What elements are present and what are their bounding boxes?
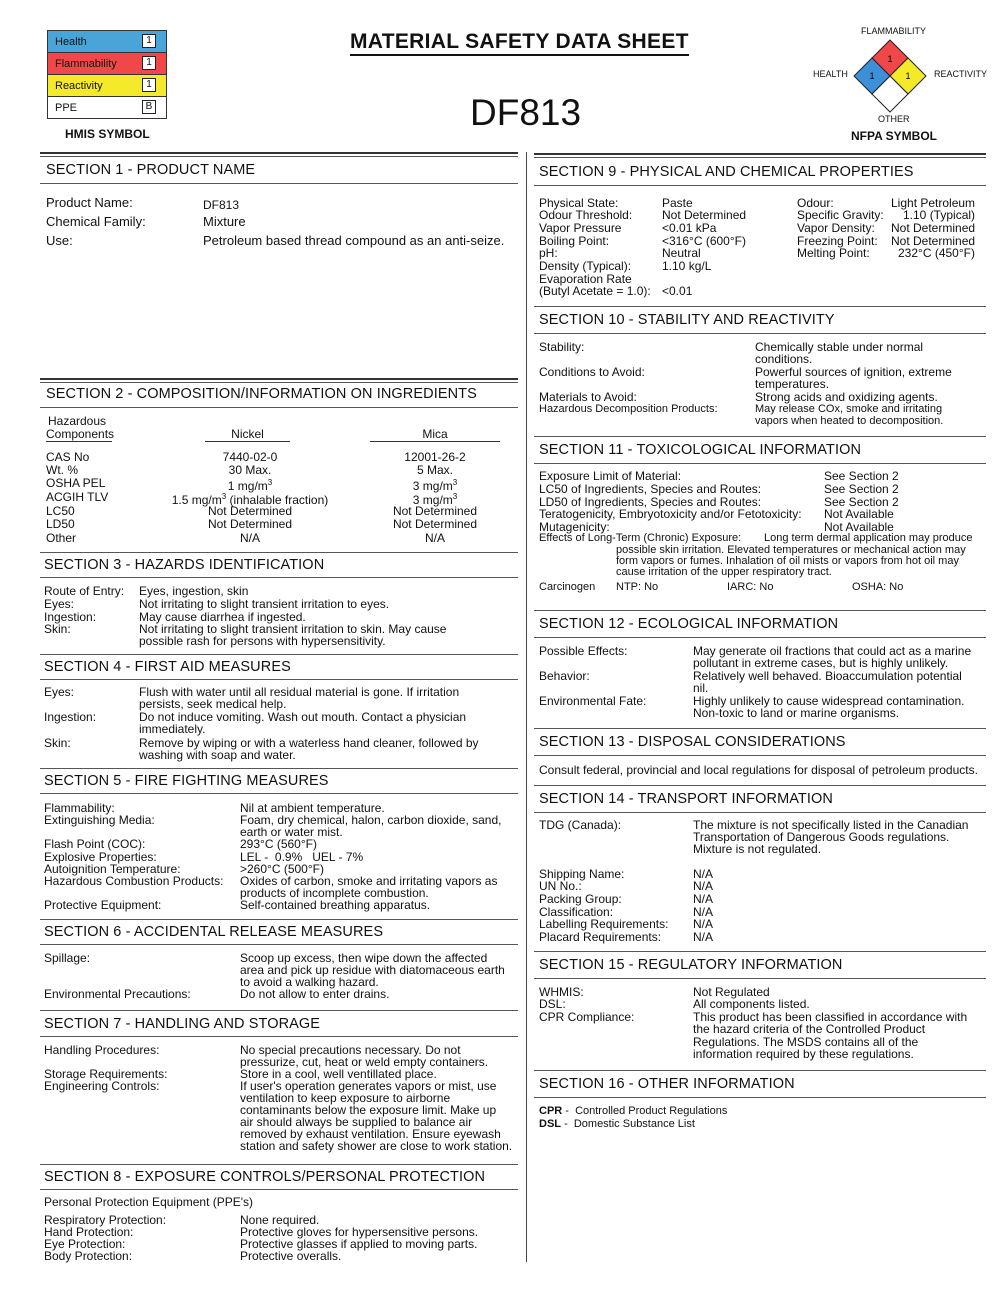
tdg-label: TDG (Canada): <box>539 818 622 832</box>
eyes-label: Eyes: <box>44 597 75 611</box>
ppe-intro: Personal Protection Equipment (PPE's) <box>44 1195 254 1209</box>
property-value: <0.01 kPa <box>662 221 717 235</box>
hmis-ppe-row <box>47 97 167 119</box>
hmis-ppe-label: PPE <box>55 102 78 114</box>
nfpa-flammability-value: 1 <box>887 54 893 64</box>
conditions-value-cont: temperatures. <box>755 377 830 391</box>
skin-label: Skin: <box>44 622 71 636</box>
engineering-controls-label: Engineering Controls: <box>44 1079 160 1093</box>
abbreviation-item <box>539 1118 695 1131</box>
superscript: 3 <box>452 492 458 501</box>
ppe-value: Protective gloves for hypersensitive persons. <box>240 1225 479 1239</box>
whmis-label: WHMIS: <box>539 985 584 999</box>
eco-value-cont: Non-toxic to land or marine organisms. <box>693 706 900 720</box>
first-aid-eyes-value: Flush with water until all residual material is gone. If irritation <box>139 685 460 699</box>
property-label: Boiling Point: <box>539 234 610 248</box>
mica-cell: N/A <box>424 531 445 545</box>
product-name-value: DF813 <box>203 198 240 212</box>
divider <box>40 382 518 383</box>
components-header: Components <box>46 427 115 441</box>
transport-label: Classification: <box>539 905 614 919</box>
nickel-cell: N/A <box>239 531 260 545</box>
divider <box>40 1164 518 1165</box>
divider <box>534 785 986 786</box>
mica-tlv-value: 3 mg/m <box>412 493 453 507</box>
first-aid-ingestion-value-cont: immediately. <box>139 722 206 736</box>
mica-cell: Not Determined <box>392 517 478 531</box>
chronic-value: Long term dermal application may produce <box>764 532 973 544</box>
section-9-heading: SECTION 9 - PHYSICAL AND CHEMICAL PROPERTIES <box>539 164 914 180</box>
stability-label: Stability: <box>539 340 585 354</box>
carcinogen-label: Carcinogen <box>539 581 596 593</box>
ppe-value: Protective overalls. <box>240 1249 342 1263</box>
divider <box>534 1097 986 1098</box>
divider <box>534 728 986 729</box>
first-aid-skin-value: Remove by wiping or with a waterless hand cleaner, followed by <box>139 736 479 750</box>
section-12-heading: SECTION 12 - ECOLOGICAL INFORMATION <box>539 616 839 632</box>
handling-value-cont: pressurize, cut, heat or weld empty containers. <box>240 1055 489 1069</box>
nfpa-flammability-label: FLAMMABILITY <box>861 26 927 36</box>
hmis-title: HMIS SYMBOL <box>65 127 150 141</box>
fire-value-cont: earth or water mist. <box>240 825 343 839</box>
environmental-precautions-value: Do not allow to enter drains. <box>240 987 390 1001</box>
engineering-controls-cont: air should always be supplied to balance air <box>240 1115 473 1129</box>
nickel-cell: 7440-02-0 <box>222 450 278 464</box>
property-label: Specific Gravity: <box>797 208 884 222</box>
hmis-health-value: 1 <box>142 34 156 48</box>
spillage-value: Scoop up excess, then wipe down the affected <box>240 951 488 965</box>
engineering-controls-value: If user's operation generates vapors or mist, use <box>240 1079 497 1093</box>
engineering-controls-cont: contaminants below the exposure limit. Make up <box>240 1103 497 1117</box>
nfpa-title: NFPA SYMBOL <box>851 129 937 143</box>
engineering-controls-cont: station and safety shower are close to work station. <box>240 1139 513 1153</box>
handling-label: Handling Procedures: <box>44 1043 160 1057</box>
nickel-column-header: Nickel <box>231 427 264 441</box>
divider <box>370 441 500 442</box>
hmis-flammability-label: Flammability <box>55 58 117 70</box>
section-6-heading: SECTION 6 - ACCIDENTAL RELEASE MEASURES <box>44 924 384 940</box>
use-label: Use: <box>46 233 73 248</box>
transport-label: Placard Requirements: <box>539 930 662 944</box>
first-aid-ingestion-value: Do not induce vomiting. Wash out mouth. Contact a physician <box>139 710 467 724</box>
ingestion-label: Ingestion: <box>44 610 97 624</box>
transport-label: Shipping Name: <box>539 867 625 881</box>
chronic-label: Effects of Long-Term (Chronic) Exposure: <box>539 532 742 544</box>
disposal-text: Consult federal, provincial and local regulations for disposal of petroleum products. <box>539 763 978 777</box>
dsl-value: All components listed. <box>693 997 810 1011</box>
fire-value: 293°C (560°F) <box>240 837 317 851</box>
tdg-value-cont: Mixture is not regulated. <box>693 842 822 856</box>
chronic-value-cont: form vapors or fumes. Inhalation of oil mists or vapors from hot oil may <box>616 555 959 567</box>
product-name-label: Product Name: <box>46 195 133 210</box>
nickel-cell: Not Determined <box>207 517 293 531</box>
divider <box>534 333 986 334</box>
tdg-value: The mixture is not specifically listed in the Canadian <box>693 818 969 832</box>
divider <box>40 654 518 655</box>
divider <box>40 679 518 680</box>
transport-value: N/A <box>693 867 714 881</box>
property-value: <0.01 <box>662 284 693 298</box>
divider <box>534 610 986 611</box>
property-label: (Butyl Acetate = 1.0): <box>539 284 651 298</box>
fire-value: Self-contained breathing apparatus. <box>240 898 431 912</box>
nickel-tlv-tail: (inhalable fraction) <box>226 493 329 507</box>
cpr-compliance-cont: the hazard criteria of the Controlled Product <box>693 1022 926 1036</box>
section-1-heading: SECTION 1 - PRODUCT NAME <box>46 162 256 178</box>
nickel-cell: Not Determined <box>207 504 293 518</box>
fire-label: Flammability: <box>44 801 115 815</box>
fire-label: Autoignition Temperature: <box>44 862 181 876</box>
tox-label: Exposure Limit of Material: <box>539 469 682 483</box>
ppe-label: Hand Protection: <box>44 1225 134 1239</box>
tox-label: Teratogenicity, Embryotoxicity and/or Fetotoxicity: <box>539 507 802 521</box>
stability-value-cont: conditions. <box>755 352 813 366</box>
section-16-heading: SECTION 16 - OTHER INFORMATION <box>539 1076 795 1092</box>
divider <box>534 185 986 186</box>
property-value: Not Determined <box>891 234 976 248</box>
fire-value: Oxides of carbon, smoke and irritating vapors as <box>240 874 498 888</box>
transport-label: UN No.: <box>539 879 582 893</box>
fire-value: LEL - 0.9% UEL - 7% <box>240 850 364 864</box>
eyes-value: Not irritating to slight transient irritation to eyes. <box>139 597 390 611</box>
mica-cell: 12001-26-2 <box>404 450 466 464</box>
spillage-label: Spillage: <box>44 951 91 965</box>
nickel-tlv-value: 1.5 mg/m <box>171 493 222 507</box>
divider <box>40 919 518 920</box>
divider <box>534 978 986 979</box>
section-11-heading: SECTION 11 - TOXICOLOGICAL INFORMATION <box>539 442 862 458</box>
decomposition-value: May release COx, smoke and irritating <box>755 403 943 415</box>
first-aid-skin-value-cont: washing with soap and water. <box>139 748 296 762</box>
table-row-label: LD50 <box>46 517 75 531</box>
hmis-reactivity-value: 1 <box>142 78 156 92</box>
property-value: Paste <box>662 196 693 210</box>
property-label: pH: <box>539 246 558 260</box>
superscript: 3 <box>267 478 273 487</box>
iarc-value: IARC: No <box>727 581 774 593</box>
nfpa-health-value: 1 <box>869 71 875 81</box>
eco-label: Environmental Fate: <box>539 694 647 708</box>
environmental-precautions-label: Environmental Precautions: <box>44 987 191 1001</box>
superscript: 3 <box>452 478 458 487</box>
fire-label: Hazardous Combustion Products: <box>44 874 224 888</box>
engineering-controls-cont: removed by exhaust ventilation. Ensure eyewash <box>240 1127 501 1141</box>
ppe-label: Respiratory Protection: <box>44 1213 167 1227</box>
fire-value: Foam, dry chemical, halon, carbon dioxide, sand, <box>240 813 502 827</box>
divider <box>534 436 986 437</box>
section-3-heading: SECTION 3 - HAZARDS IDENTIFICATION <box>44 557 325 573</box>
nickel-osha-value: 1 mg/m <box>227 479 268 493</box>
section-4-heading: SECTION 4 - FIRST AID MEASURES <box>44 659 291 675</box>
divider <box>40 1010 518 1011</box>
divider <box>534 157 986 158</box>
fire-value: Nil at ambient temperature. <box>240 801 385 815</box>
transport-value: N/A <box>693 879 714 893</box>
first-aid-skin-label: Skin: <box>44 736 71 750</box>
abbreviation: DSL <box>539 1118 561 1130</box>
chemical-family-label: Chemical Family: <box>46 214 146 229</box>
eco-value: Highly unlikely to cause widespread contamination. <box>693 694 965 708</box>
property-label: Freezing Point: <box>797 234 878 248</box>
hmis-ppe-value: B <box>142 100 156 114</box>
superscript: 3 <box>221 492 227 501</box>
divider <box>40 407 518 408</box>
eco-value: May generate oil fractions that could act as a marine <box>693 644 972 658</box>
property-label: Melting Point: <box>797 246 870 260</box>
section-10-heading: SECTION 10 - STABILITY AND REACTIVITY <box>539 312 835 328</box>
tdg-value-cont: Transportation of Dangerous Goods regulations. <box>693 830 950 844</box>
eco-label: Behavior: <box>539 669 590 683</box>
hmis-health-label: Health <box>55 36 87 48</box>
property-value: Not Determined <box>891 221 976 235</box>
property-value: 1.10 kg/L <box>662 259 712 273</box>
abbreviation: CPR <box>539 1105 563 1117</box>
dsl-label: DSL: <box>539 997 566 1011</box>
divider <box>40 1036 518 1037</box>
divider <box>40 152 518 154</box>
ntp-value: NTP: No <box>616 581 659 593</box>
divider <box>40 552 518 553</box>
tox-label: Mutagenicity: <box>539 520 610 534</box>
spillage-value-cont: area and pick up residue with diatomaceous earth <box>240 963 505 977</box>
use-value: Petroleum based thread compound as an anti-seize. <box>203 233 505 248</box>
section-13-heading: SECTION 13 - DISPOSAL CONSIDERATIONS <box>539 734 846 750</box>
stability-value: Chemically stable under normal <box>755 340 924 354</box>
nfpa-reactivity-value: 1 <box>905 71 911 81</box>
table-row-label: Other <box>46 531 77 545</box>
divider <box>40 577 518 578</box>
materials-label: Materials to Avoid: <box>539 390 637 404</box>
nfpa-reactivity-label: REACTIVITY <box>934 69 988 79</box>
abbreviation-desc: - Controlled Product Regulations <box>565 1105 728 1117</box>
divider <box>534 1070 986 1071</box>
conditions-value: Powerful sources of ignition, extreme <box>755 365 952 379</box>
fire-label: Flash Point (COC): <box>44 837 146 851</box>
cpr-compliance-cont: information required by these regulations. <box>693 1047 914 1061</box>
property-label: Density (Typical): <box>539 259 632 273</box>
ppe-label: Body Protection: <box>44 1249 133 1263</box>
divider <box>46 441 112 442</box>
section-5-heading: SECTION 5 - FIRE FIGHTING MEASURES <box>44 773 329 789</box>
property-label: Odour Threshold: <box>539 208 633 222</box>
conditions-label: Conditions to Avoid: <box>539 365 645 379</box>
eco-value-cont: pollutant in extreme cases, but is highly unlikely. <box>693 656 949 670</box>
property-value: <316°C (600°F) <box>662 234 746 248</box>
column-divider <box>526 152 527 1262</box>
hmis-label-table <box>47 30 167 119</box>
tox-label: LD50 of Ingredients, Species and Routes: <box>539 495 762 509</box>
section-8-heading: SECTION 8 - EXPOSURE CONTROLS/PERSONAL PROTECTION <box>44 1169 486 1185</box>
product-code: DF813 <box>470 92 582 133</box>
section-14-heading: SECTION 14 - TRANSPORT INFORMATION <box>539 791 833 807</box>
first-aid-eyes-label: Eyes: <box>44 685 75 699</box>
route-of-entry-label: Route of Entry: <box>44 584 125 598</box>
divider <box>534 637 986 638</box>
abbreviation-item <box>539 1105 727 1118</box>
property-value: 1.10 (Typical) <box>903 208 976 222</box>
ingestion-value: May cause diarrhea if ingested. <box>139 610 306 624</box>
abbreviation-desc: - Domestic Substance List <box>564 1118 695 1130</box>
table-row-label: ACGIH TLV <box>46 490 109 504</box>
tox-value: Not Available <box>824 507 894 521</box>
ppe-value: Protective glasses if applied to moving parts. <box>240 1237 478 1251</box>
transport-label: Packing Group: <box>539 892 622 906</box>
chronic-value-cont: cause irritation of the upper respiratory tract. <box>616 566 832 578</box>
hazardous-header: Hazardous <box>48 414 107 428</box>
fire-value-cont: products of incomplete combustion. <box>240 886 429 900</box>
eco-label: Possible Effects: <box>539 644 628 658</box>
divider <box>40 183 518 184</box>
property-value: Neutral <box>662 246 701 260</box>
divider <box>534 812 986 813</box>
mica-cell: Not Determined <box>392 504 478 518</box>
eco-value: Relatively well behaved. Bioaccumulation potential <box>693 669 962 683</box>
hmis-health-row <box>47 30 167 53</box>
nfpa-diamond-icon <box>838 38 948 118</box>
fire-label: Explosive Properties: <box>44 850 157 864</box>
tox-value: Not Available <box>824 520 894 534</box>
divider <box>40 1189 518 1190</box>
divider <box>40 378 518 380</box>
table-row-label: CAS No <box>46 450 90 464</box>
divider <box>534 153 986 155</box>
nfpa-health-label: HEALTH <box>813 69 848 79</box>
fire-label: Protective Equipment: <box>44 898 162 912</box>
divider <box>40 793 518 794</box>
cpr-compliance-cont: Regulations. The MSDS contains all of the <box>693 1035 919 1049</box>
property-label: Evaporation Rate <box>539 272 632 286</box>
decomposition-label: Hazardous Decomposition Products: <box>539 403 718 415</box>
tox-value: See Section 2 <box>824 469 899 483</box>
ppe-value: None required. <box>240 1213 320 1227</box>
first-aid-ingestion-label: Ingestion: <box>44 710 97 724</box>
divider <box>40 156 518 157</box>
tox-value: See Section 2 <box>824 482 899 496</box>
hmis-reactivity-label: Reactivity <box>55 80 103 92</box>
section-7-heading: SECTION 7 - HANDLING AND STORAGE <box>44 1016 321 1032</box>
chronic-value-cont: possible skin irritation. Elevated temperatures or mechanical action may <box>616 544 966 556</box>
transport-label: Labelling Requirements: <box>539 917 669 931</box>
property-value: Not Determined <box>662 208 747 222</box>
hmis-flammability-row <box>47 53 167 75</box>
fire-value: >260°C (500°F) <box>240 862 324 876</box>
storage-label: Storage Requirements: <box>44 1067 168 1081</box>
tox-label: LC50 of Ingredients, Species and Routes: <box>539 482 762 496</box>
table-row-label: LC50 <box>46 504 75 518</box>
ppe-label: Eye Protection: <box>44 1237 126 1251</box>
nickel-cell: 30 Max. <box>228 463 272 477</box>
skin-value-cont: possible rash for persons with hypersensitivity. <box>139 634 386 648</box>
divider <box>205 441 290 442</box>
mica-osha-value: 3 mg/m <box>412 479 453 493</box>
skin-value: Not irritating to slight transient irritation to skin. May cause <box>139 622 447 636</box>
materials-value: Strong acids and oxidizing agents. <box>755 390 938 404</box>
decomposition-value-cont: vapors when heated to decomposition. <box>755 415 944 427</box>
property-label: Odour: <box>797 196 834 210</box>
property-label: Vapor Density: <box>797 221 875 235</box>
divider <box>40 768 518 769</box>
property-value: Light Petroleum <box>891 196 976 210</box>
fire-label: Extinguishing Media: <box>44 813 155 827</box>
route-of-entry-value: Eyes, ingestion, skin <box>139 584 249 598</box>
divider <box>534 306 986 307</box>
eco-value-cont: nil. <box>693 681 709 695</box>
divider <box>534 463 986 464</box>
transport-value: N/A <box>693 905 714 919</box>
osha-value: OSHA: No <box>852 581 904 593</box>
first-aid-eyes-value-cont: persists, seek medical help. <box>139 697 287 711</box>
tox-value: See Section 2 <box>824 495 899 509</box>
table-row-label: Wt. % <box>46 463 78 477</box>
mica-column-header: Mica <box>422 427 448 441</box>
property-value: 232°C (450°F) <box>898 246 975 260</box>
section-15-heading: SECTION 15 - REGULATORY INFORMATION <box>539 957 843 973</box>
document-title: MATERIAL SAFETY DATA SHEET <box>350 30 689 56</box>
divider <box>40 944 518 945</box>
transport-value: N/A <box>693 892 714 906</box>
mica-cell: 5 Max. <box>416 463 453 477</box>
storage-value: Store in a cool, well ventillated place. <box>240 1067 437 1081</box>
spillage-value-cont: to avoid a walking hazard. <box>240 975 379 989</box>
engineering-controls-cont: ventilation to keep exposure to airborne <box>240 1091 451 1105</box>
divider <box>534 755 986 756</box>
section-2-heading: SECTION 2 - COMPOSITION/INFORMATION ON INGREDIENTS <box>46 386 477 402</box>
chemical-family-value: Mixture <box>203 214 246 229</box>
transport-value: N/A <box>693 917 714 931</box>
property-label: Physical State: <box>539 196 619 210</box>
transport-value: N/A <box>693 930 714 944</box>
whmis-value: Not Regulated <box>693 985 770 999</box>
property-label: Vapor Pressure <box>539 221 622 235</box>
divider <box>534 951 986 952</box>
handling-value: No special precautions necessary. Do not <box>240 1043 461 1057</box>
cpr-compliance-label: CPR Compliance: <box>539 1010 635 1024</box>
hmis-reactivity-row <box>47 75 167 97</box>
hmis-flammability-value: 1 <box>142 56 156 70</box>
nfpa-other-label: OTHER <box>878 114 910 124</box>
table-row-label: OSHA PEL <box>46 476 106 490</box>
cpr-compliance-value: This product has been classified in accordance with <box>693 1010 968 1024</box>
